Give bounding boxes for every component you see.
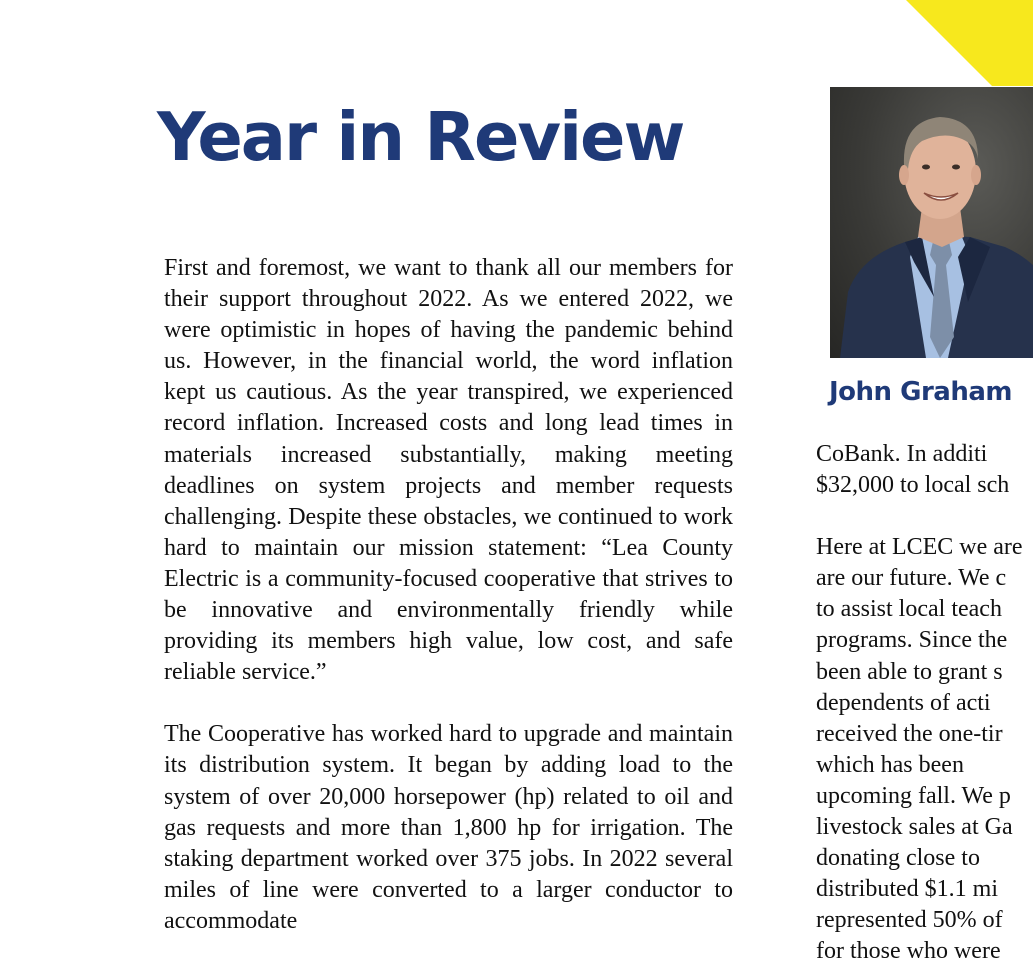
text-line: which has been [816, 751, 964, 778]
text-line: $32,000 to local sch [816, 472, 1010, 499]
text-line: represented 50% of [816, 907, 1003, 934]
portrait-photo [830, 87, 1033, 358]
portrait-illustration [830, 87, 1033, 358]
right-paragraph-1 [816, 439, 1033, 501]
paragraph-distribution: The Cooperative has worked hard to upgrade and maintain its distribution system. It began by adding load to the system of over 20,000 horsepower (hp) related to oil and gas requests and more than 1,800 hp for irrigation. The staking department worked over 375 jobs. In 2022 several miles of line were converted to a larger conductor to accommodate [164, 721, 733, 934]
text-line: donating close to [816, 845, 980, 872]
photo-caption: John Graham [829, 377, 1012, 407]
text-line: programs. Since the [816, 627, 1008, 654]
text-line: CoBank. In additi [816, 441, 988, 467]
text-line: livestock sales at Ga [816, 814, 1013, 841]
corner-accent-triangle [906, 0, 1033, 86]
left-column [164, 253, 733, 959]
text-line: to assist local teach [816, 596, 1002, 623]
text-line: upcoming fall. We p [816, 782, 1011, 809]
text-line: received the one-tir [816, 720, 1003, 747]
right-paragraph-2 [816, 532, 1033, 959]
text-line: are our future. We c [816, 565, 1007, 592]
page-title: Year in Review [157, 98, 684, 176]
text-line: for those who were [816, 938, 1001, 959]
text-line: been able to grant s [816, 658, 1003, 685]
text-line: dependents of acti [816, 689, 991, 716]
right-column [816, 439, 1033, 959]
text-line: Here at LCEC we are [816, 534, 1023, 561]
paragraph-intro: First and foremost, we want to thank all our members for their support throughout 2022. As we entered 2022, we were optimistic in hopes of having the pandemic behind us. However, in the financial world, the word inflation kept us cautious. As the year transpired, we experienced record inflation. Increased costs and long lead times in materials increased substantially, making meeting deadlines on system projects and member requests challenging. Despite these obstacles, we continued to work hard to maintain our mission statement: “Lea County Electric is a community-focused cooperative that strives to be innovative and environmentally friendly while providing its members high value, low cost, and safe reliable service.” [164, 255, 733, 686]
text-line: distributed $1.1 mi [816, 876, 998, 903]
